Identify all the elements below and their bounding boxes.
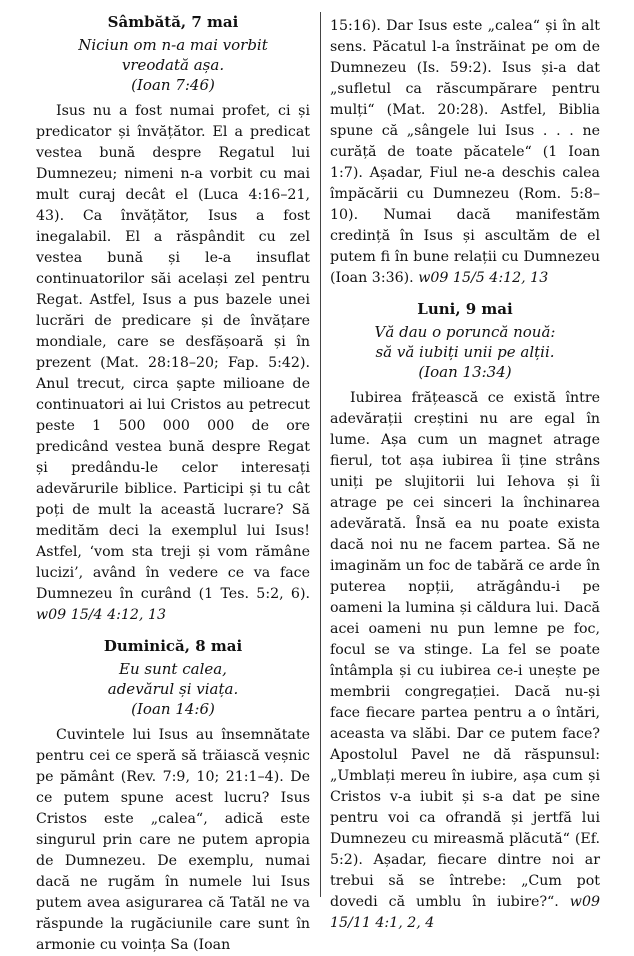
verse-reference: (Ioan 14:6) (131, 700, 215, 718)
verse-line: Eu sunt calea, (119, 660, 227, 678)
verse-reference: (Ioan 13:34) (418, 363, 512, 381)
verse-line: să vă iubiți unii pe alții. (375, 343, 555, 361)
commentary-text: Isus nu a fost numai profet, ci și predicator și învățător. El a predicat vestea bună despre Regatul lui Dumnezeu; nimeni n-a vorbit cu mai mult curaj decât el (Luca 4:16–21, 43). Ca învățător, Isus a fost inegalabil. El a răspândit cu zel vestea bună și le-a insuflat continuatorilor săi același zel pentru Regat. Astfel, Isus a pus bazele unei lucrări de predicare și de învățare mondiale, care se desfășoară și în prezent (Mat. 28:18–20; Fap. 5:42). Anul trecut, circa șapte milioane de continuatori ai lui Cristos au petrecut peste 1 500 000 000 de ore predicând vestea bună despre Regat și predându-le celor interesați adevărurile biblice. Participi și tu cât poți de mult la această lucrare? Să medităm deci la exemplul lui Isus! Astfel, ‘vom sta treji și vom rămâne lucizi’, având în vedere ce va face Dumnezeu în curând (1 Tes. 5:2, 6). (36, 103, 310, 602)
daily-verse-sunday (36, 659, 310, 719)
day-heading-saturday: Sâmbătă, 7 mai (107, 13, 239, 31)
source-citation: w09 15/11 4:1, 2, 4 (330, 894, 600, 931)
daily-verse-monday (330, 322, 600, 382)
day-heading-sunday: Duminică, 8 mai (103, 637, 243, 655)
source-citation: w09 15/4 4:12, 13 (36, 607, 167, 623)
day-heading-monday: Luni, 9 mai (417, 300, 513, 318)
verse-line: vreodată așa. (121, 56, 225, 74)
commentary-saturday (36, 101, 310, 626)
verse-reference: (Ioan 7:46) (131, 76, 215, 94)
column-divider (320, 12, 321, 897)
commentary-monday (330, 388, 600, 934)
commentary-sunday-part1: Cuvintele lui Isus au însemnătate pentru cei ce speră să trăiască veșnic pe pământ (Rev. 7:9, 10; 21:1–4). De ce putem spune acest lucru? Isus Cristos este „calea“, adică este singurul prin care ne putem apropia de Dumnezeu. De exemplu, numai dacă ne rugăm în numele lui Isus putem avea asigurarea că Tatăl ne va răspunde la rugăciunile care sunt în armonie cu voința Sa (Ioan (36, 727, 310, 953)
right-column (330, 16, 600, 934)
commentary-sunday-part2 (330, 16, 600, 289)
commentary-text: Iubirea frățească ce există între adevărații creștini nu are egal în lume. Așa cum un magnet atrage fierul, tot așa iubirea îi ține strâns uniți pe slujitorii lui Iehova și îi atrage pe cei sinceri la închinarea adevărată. Însă ea nu poate exista dacă noi nu ne facem partea. Să ne imaginăm un foc de tabără ce arde în puterea nopții, atrăgându-i pe oameni la lumina și căldura lui. Dacă acei oameni nu pun lemne pe foc, focul se va stinge. La fel se poate întâmpla și cu iubirea ce-i unește pe membrii congregației. Dacă nu-și face fiecare partea pentru a o întări, aceasta va slăbi. Dar ce putem face? Apostolul Pavel ne dă răspunsul: „Umblați mereu în iubire, așa cum și Cristos v-a iubit și s-a dat pe sine pentru voi ca ofrandă și jertfă lui Dumnezeu cu mireasmă plăcută“ (Ef. 5:2). Așadar, fiecare dintre noi ar trebui să se întrebe: „Cum pot dovedi că umblu în iubire?“. (330, 390, 600, 910)
commentary-text: 15:16). Dar Isus este „calea“ și în alt sens. Păcatul l-a înstrăinat pe om de Dumnezeu (Is. 59:2). Isus și-a dat „sufletul ca răscumpărare pentru mulți“ (Mat. 20:28). Astfel, Biblia spune că „sângele lui Isus . . . ne curăță de toate păcatele“ (1 Ioan 1:7). Așadar, Fiul ne-a deschis calea împăcării cu Dumnezeu (Rom. 5:8–10). Numai dacă manifestăm credință în Isus și ascultăm de el putem fi în bune relații cu Dumnezeu (Ioan 3:36). (330, 18, 600, 286)
verse-line: Niciun om n-a mai vorbit (78, 36, 268, 54)
source-citation: w09 15/5 4:12, 13 (418, 270, 549, 286)
verse-line: adevărul și viața. (107, 680, 239, 698)
verse-line: Vă dau o poruncă nouă: (374, 323, 556, 341)
daily-verse-saturday (36, 35, 310, 95)
left-column (36, 12, 310, 956)
